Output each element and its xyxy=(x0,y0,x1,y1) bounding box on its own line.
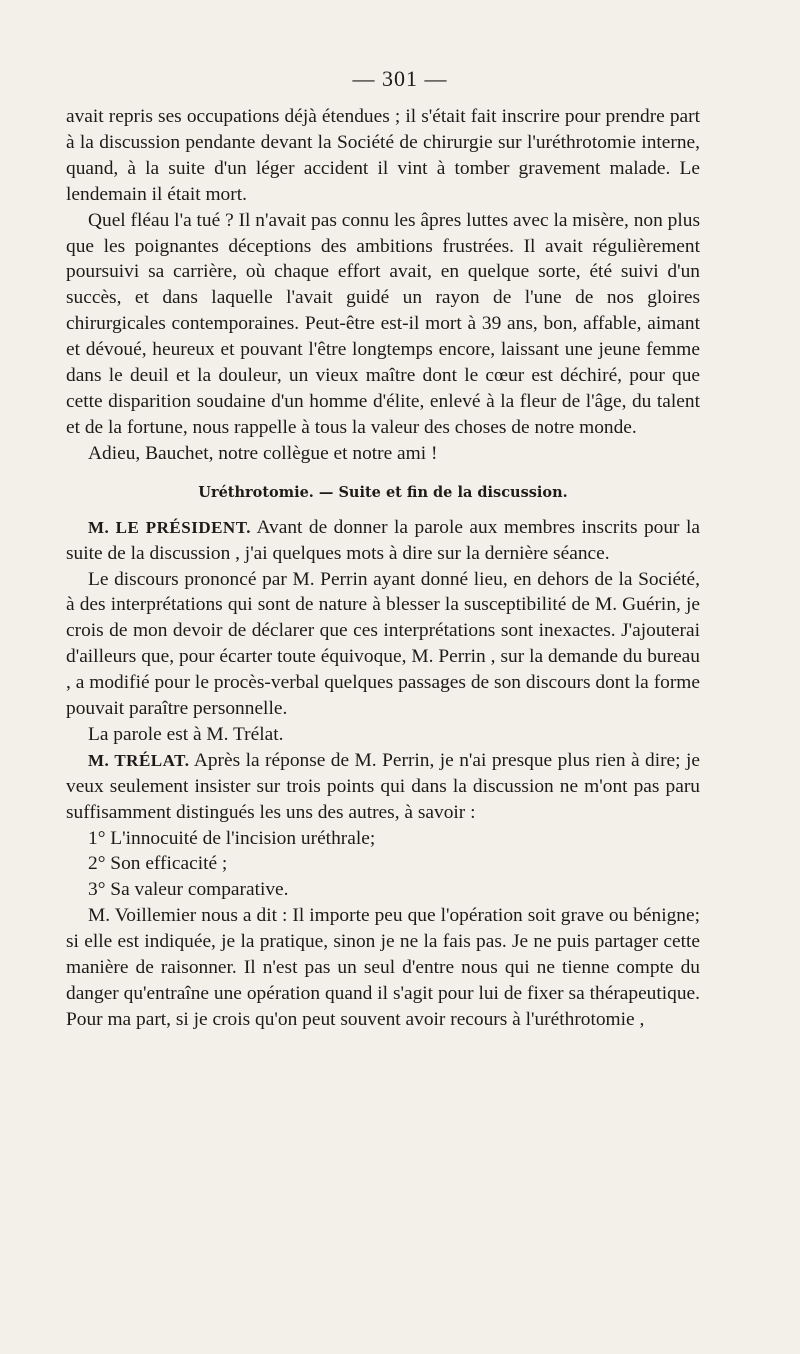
speech-text: Après la réponse de M. Perrin, je n'ai presque plus rien à dire; je veux seulement insister sur trois points qui dans la discussion ne m'ont pas paru suffisamment distingués les uns des autres, à savoir : xyxy=(66,749,700,823)
speaker-name: M. LE PRÉSIDENT. xyxy=(88,517,252,537)
speech-text: Avant de donner la parole aux membres inscrits pour la suite de la discussion , j'ai quelques mots à dire sur la dernière séance. xyxy=(66,516,700,564)
paragraph-president xyxy=(66,515,700,567)
paragraph: Adieu, Bauchet, notre collègue et notre ami ! xyxy=(88,442,438,464)
body-text xyxy=(66,104,700,1033)
paragraph: Quel fléau l'a tué ? Il n'avait pas connu les âpres luttes avec la misère, non plus que les poignantes déceptions des ambitions frustrées. Il avait régulièrement poursuivi sa carrière, où chaque effort avait, en quelque sorte, été suivi d'un succès, et dans laquelle l'avait guidé un rayon de l'une de nos gloires chirurgicales contemporaines. Peut-être est-il mort à 39 ans, bon, affable, aimant et dévoué, heureux et pouvant l'être longtemps encore, laissant une jeune femme dans le deuil et la douleur, un vieux maître dont le cœur est déchiré, pour que cette disparition soudaine d'un homme d'élite, enlevé à la fleur de l'âge, du talent et de la fortune, nous rappelle à tous la valeur des choses de notre monde. xyxy=(66,209,700,438)
paragraph-trelat xyxy=(66,748,700,826)
paragraph: M. Voillemier nous a dit : Il importe peu que l'opération soit grave ou bénigne; si elle est indiquée, je la pratique, sinon je ne la fais pas. Je ne puis partager cette manière de raisonner. Il n'est pas un seul d'entre nous qui ne tienne compte du danger qu'entraîne une opération quand il s'agit pour lui de fixer sa thérapeutique. Pour ma part, si je crois qu'on peut souvent avoir recours à l'uréthrotomie , xyxy=(66,905,700,1030)
section-title: Uréthrotomie. — Suite et fin de la discussion. xyxy=(198,483,568,501)
paragraph: La parole est à M. Trélat. xyxy=(88,723,284,745)
paragraph: Le discours prononcé par M. Perrin ayant donné lieu, en dehors de la Société, à des interprétations qui sont de nature à blesser la susceptibilité de M. Guérin, je crois de mon devoir de déclarer que ces interprétations sont inexactes. J'ajouterai d'ailleurs que, pour écarter toute équivoque, M. Perrin , sur la demande du bureau , a modifié pour le procès-verbal quelques passages de son discours dont la forme pouvait paraître personnelle. xyxy=(66,568,700,720)
list-item: 1° L'innocuité de l'incision uréthrale; xyxy=(88,827,376,849)
list-item: 2° Son efficacité ; xyxy=(88,853,228,875)
page-number: — 301 — xyxy=(352,66,448,91)
paragraph: avait repris ses occupations déjà étendues ; il s'était fait inscrire pour prendre part à la discussion pendante devant la Société de chirurgie sur l'uréthrotomie interne, quand, à la suite d'un léger accident il vint à tomber gravement malade. Le lendemain il était mort. xyxy=(66,106,700,205)
speaker-name: M. TRÉLAT. xyxy=(88,750,190,770)
list-item: 3° Sa valeur comparative. xyxy=(88,879,289,901)
